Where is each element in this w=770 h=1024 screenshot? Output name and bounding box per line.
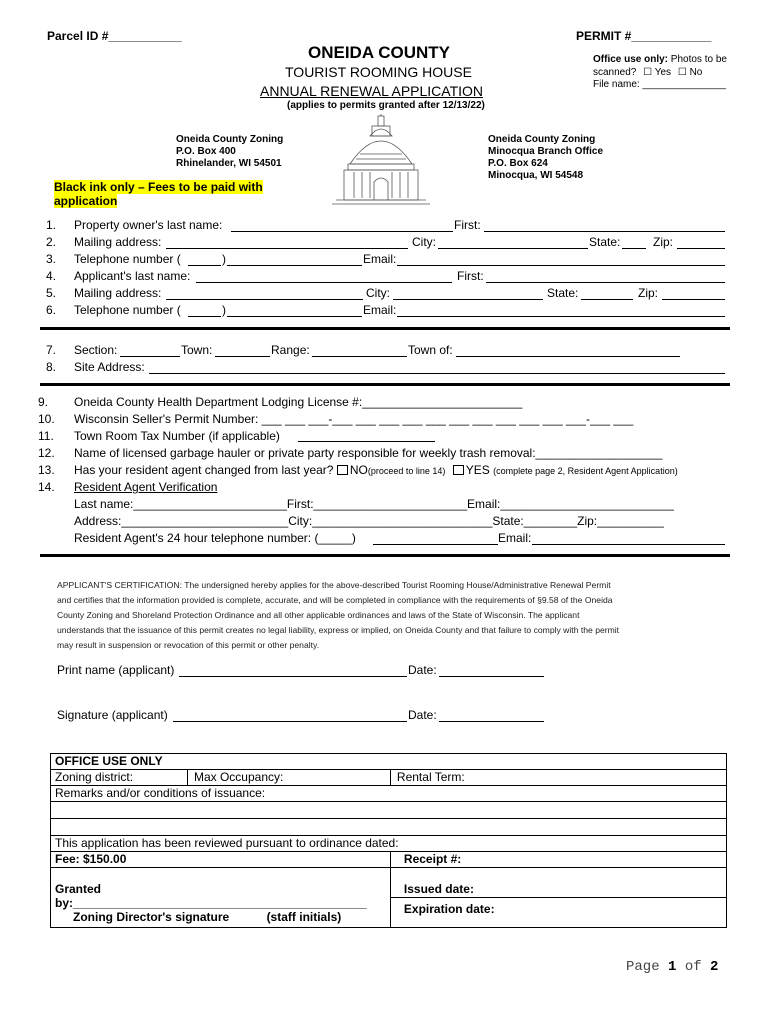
- form-subtitle: ANNUAL RENEWAL APPLICATION: [260, 83, 484, 99]
- receipt-cell[interactable]: Receipt #:: [390, 852, 726, 868]
- signature-input[interactable]: [173, 721, 407, 722]
- print-date-input[interactable]: [439, 676, 544, 677]
- paren-close: ): [222, 252, 226, 266]
- fee-cell: Fee: $150.00: [51, 852, 391, 868]
- courthouse-logo: [330, 114, 432, 206]
- remarks-blank-row[interactable]: [51, 819, 727, 836]
- remarks-cell[interactable]: Remarks and/or conditions of issuance:: [51, 786, 727, 802]
- item-number: 8.: [46, 360, 57, 374]
- granted-by-cell[interactable]: Granted by:____________________________________________ Zoning Director's signature (staff initials): [51, 868, 391, 928]
- lodging-license-field[interactable]: Oneida County Health Department Lodging License #:________________________: [74, 395, 523, 409]
- resident-agent-name-field[interactable]: Last name:_______________________First:_______________________Email:__________________________: [74, 497, 674, 511]
- signature-date-input[interactable]: [439, 721, 544, 722]
- town-of-input[interactable]: [456, 356, 680, 357]
- owner-mailing-input[interactable]: [166, 248, 408, 249]
- item-number: 6.: [46, 303, 57, 317]
- resident-agent-email-label: Email:: [498, 531, 532, 545]
- owner-email-input[interactable]: [397, 265, 725, 266]
- agent-changed-question: Has your resident agent changed from last year? NO(proceed to line 14) YES (complete page 2, Resident Agent Application): [74, 463, 678, 477]
- minocqua-address: Oneida County Zoning Minocqua Branch Office P.O. Box 624 Minocqua, WI 54548: [488, 134, 604, 181]
- section-input[interactable]: [120, 356, 180, 357]
- owner-city-label: City:: [412, 235, 436, 249]
- section-divider: [40, 327, 730, 330]
- item-number: 4.: [46, 269, 57, 283]
- owner-zip-input[interactable]: [677, 248, 725, 249]
- permit-number-field[interactable]: PERMIT #____________: [576, 29, 712, 43]
- remarks-blank-row[interactable]: [51, 802, 727, 819]
- owner-mailing-label: Mailing address:: [74, 235, 162, 249]
- rental-term-cell[interactable]: Rental Term:: [390, 770, 726, 786]
- town-of-label: Town of:: [408, 343, 453, 357]
- section-label: Section:: [74, 343, 118, 357]
- applicant-mailing-input[interactable]: [166, 299, 363, 300]
- signature-label: Signature (applicant): [57, 708, 168, 722]
- item-number: 2.: [46, 235, 57, 249]
- page-number: Page 1 of 2: [626, 959, 719, 975]
- applicant-area-code-input[interactable]: [188, 316, 221, 317]
- applicant-state-label: State:: [547, 286, 579, 300]
- item-number: 13.: [38, 463, 55, 477]
- owner-city-input[interactable]: [438, 248, 588, 249]
- agent-changed-no-checkbox[interactable]: NO: [337, 463, 368, 477]
- black-ink-notice: Black ink only – Fees to be paid with application: [54, 180, 263, 208]
- applicant-last-name-input[interactable]: [196, 282, 452, 283]
- applicant-telephone-input[interactable]: [227, 316, 362, 317]
- applicant-telephone-label: Telephone number (: [74, 303, 181, 317]
- form-title: TOURIST ROOMING HOUSE: [285, 64, 472, 80]
- item-number: 1.: [46, 218, 57, 232]
- town-input[interactable]: [215, 356, 270, 357]
- applicant-first-label: First:: [457, 269, 484, 283]
- checkbox-icon: [453, 465, 464, 475]
- section-divider: [40, 554, 730, 557]
- office-use-photos: Office use only: Photos to be: [593, 54, 727, 65]
- garbage-hauler-field[interactable]: Name of licensed garbage hauler or private party responsible for weekly trash removal:___________________: [74, 446, 663, 460]
- applicant-zip-label: Zip:: [638, 286, 659, 300]
- parcel-id-field[interactable]: Parcel ID #___________: [47, 29, 182, 43]
- applies-note: (applies to permits granted after 12/13/22): [287, 100, 485, 111]
- print-date-label: Date:: [408, 663, 437, 677]
- owner-telephone-input[interactable]: [227, 265, 362, 266]
- applicant-last-name-label: Applicant's last name:: [74, 269, 191, 283]
- applicant-state-input[interactable]: [581, 299, 633, 300]
- reviewed-cell[interactable]: This application has been reviewed pursuant to ordinance dated:: [51, 836, 727, 852]
- file-name-field[interactable]: File name: _______________: [593, 79, 726, 90]
- owner-telephone-label: Telephone number (: [74, 252, 181, 266]
- owner-first-label: First:: [454, 218, 481, 232]
- applicant-email-label: Email:: [363, 303, 397, 317]
- max-occupancy-cell[interactable]: Max Occupancy:: [187, 770, 390, 786]
- checkbox-icon: [337, 465, 348, 475]
- office-use-heading: OFFICE USE ONLY: [51, 754, 727, 770]
- item-number: 11.: [38, 429, 54, 443]
- owner-first-input[interactable]: [484, 231, 725, 232]
- signature-date-label: Date:: [408, 708, 437, 722]
- applicant-first-input[interactable]: [486, 282, 725, 283]
- owner-area-code-input[interactable]: [188, 265, 221, 266]
- item-number: 7.: [46, 343, 57, 357]
- applicant-zip-input[interactable]: [662, 299, 725, 300]
- item-number: 3.: [46, 252, 57, 266]
- item-number: 12.: [38, 446, 55, 460]
- print-name-input[interactable]: [179, 676, 407, 677]
- scanned-yes-checkbox[interactable]: ☐ Yes: [643, 67, 672, 78]
- owner-last-name-label: Property owner's last name:: [74, 218, 223, 232]
- section-divider: [40, 383, 730, 386]
- resident-agent-address-field[interactable]: Address:_________________________City:___________________________State:________Zip:__________: [74, 514, 664, 528]
- county-title: ONEIDA COUNTY: [308, 43, 450, 62]
- rhinelander-address: Oneida County Zoning P.O. Box 400 Rhinelander, WI 54501: [176, 134, 284, 169]
- room-tax-input[interactable]: [298, 441, 435, 442]
- owner-state-label: State:: [589, 235, 621, 249]
- owner-last-name-input[interactable]: [231, 231, 453, 232]
- dates-cell: [390, 868, 726, 928]
- print-name-label: Print name (applicant): [57, 663, 175, 677]
- zoning-district-cell[interactable]: Zoning district:: [51, 770, 188, 786]
- item-number: 10.: [38, 412, 55, 426]
- office-use-table: [50, 753, 727, 928]
- scanned-no-checkbox[interactable]: ☐ No: [677, 67, 703, 78]
- room-tax-label: Town Room Tax Number (if applicable): [74, 429, 280, 443]
- resident-agent-heading: Resident Agent Verification: [74, 480, 218, 494]
- resident-agent-phone-input[interactable]: [373, 544, 498, 545]
- issued-date-field[interactable]: Issued date:: [391, 868, 726, 898]
- site-address-label: Site Address:: [74, 360, 145, 374]
- resident-agent-phone-label: Resident Agent's 24 hour telephone number: (_____): [74, 531, 356, 545]
- item-number: 14.: [38, 480, 55, 494]
- item-number: 9.: [38, 395, 49, 409]
- resident-agent-email-input[interactable]: [532, 544, 725, 545]
- site-address-input[interactable]: [149, 373, 725, 374]
- range-label: Range:: [271, 343, 310, 357]
- applicant-city-label: City:: [366, 286, 390, 300]
- town-label: Town:: [181, 343, 213, 357]
- owner-zip-label: Zip:: [653, 235, 674, 249]
- expiration-date-field[interactable]: Expiration date:: [403, 902, 495, 916]
- owner-email-label: Email:: [363, 252, 397, 266]
- item-number: 5.: [46, 286, 57, 300]
- scanned-question: scanned? ☐ Yes ☐ No: [593, 67, 703, 78]
- applicant-mailing-label: Mailing address:: [74, 286, 162, 300]
- paren-close: ): [222, 303, 226, 317]
- applicant-email-input[interactable]: [397, 316, 725, 317]
- applicant-city-input[interactable]: [393, 299, 543, 300]
- agent-changed-yes-checkbox[interactable]: YES: [453, 463, 490, 477]
- range-input[interactable]: [312, 356, 407, 357]
- sellers-permit-field[interactable]: Wisconsin Seller's Permit Number: ___ ___ ___-___ ___ ___ ___ ___ ___ ___ ___ ___ ___ ___-___ ___: [74, 412, 634, 426]
- owner-state-input[interactable]: [622, 248, 646, 249]
- applicant-certification: APPLICANT'S CERTIFICATION: The undersigned hereby applies for the above-described Tourist Rooming House/Administrative Renewal Permit and certifies that the information provided is complete, accurate, and will be completed in compliance with the requirements of §9.58 of the Oneida County Zoning and Shoreland Protection Ordinance and all other applicable ordinances and laws of the State of Wisconsin. The applicant understands that the issuance of this permit creates no legal liability, express or implied, on Oneida County and that failure to comply with the permit may result in suspension or revocation of this permit or other penalty.: [57, 580, 620, 650]
